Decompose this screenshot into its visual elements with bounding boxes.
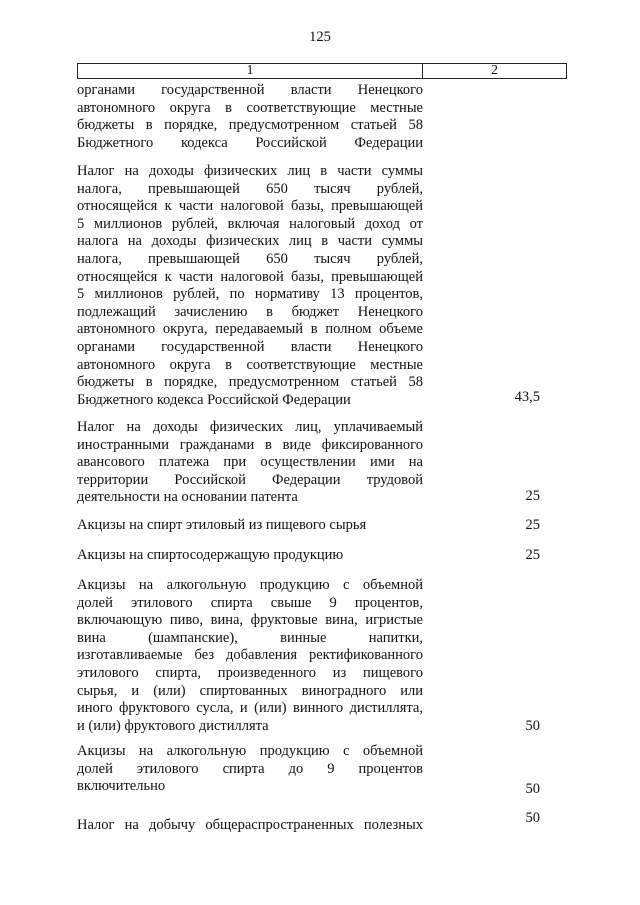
text-line: иного фруктового сусла, и (или) винного дистиллята,: [77, 700, 423, 717]
table-row-description: [77, 419, 423, 507]
text-line: автономного округа в соответствующие местные: [77, 356, 423, 373]
text-line: органами государственной власти Ненецкого: [77, 82, 423, 98]
table-header: [77, 63, 567, 79]
text-line: относящейся к части налоговой базы, превышающей: [77, 198, 423, 215]
text-line: налога, превышающей 650 тысяч рублей,: [77, 180, 423, 197]
table-header-col1: 1: [78, 64, 423, 78]
text-line: Акцизы на спирт этиловый из пищевого сырья: [77, 517, 367, 533]
text-line: и (или) фруктового дистиллята: [77, 717, 269, 734]
table-row-description: [77, 163, 423, 409]
text-line: авансового платежа при осуществлении ими на: [77, 454, 423, 471]
text-line: территории Российской Федерации трудовой: [77, 471, 423, 488]
table-row-value: 25: [525, 547, 540, 563]
text-line: Акцизы на алкогольную продукцию с объемной: [77, 577, 423, 593]
text-line: сырья, и (или) спиртованных виноградного или: [77, 682, 423, 699]
table-row-description: [77, 547, 423, 565]
text-line: Акцизы на алкогольную продукцию с объемной: [77, 743, 423, 759]
text-line: Бюджетного кодекса Российской Федерации: [77, 391, 351, 408]
text-line: Акцизы на спиртосодержащую продукцию: [77, 547, 344, 563]
table-row-description: [77, 817, 423, 835]
table-row-value: 25: [525, 488, 540, 504]
table-row-value: 50: [525, 718, 540, 734]
text-line: вина (шампанские), винные напитки,: [77, 629, 423, 646]
text-line: подлежащий зачислению в бюджет Ненецкого: [77, 303, 423, 320]
text-line: этилового спирта, произведенного из пищевого: [77, 664, 423, 681]
table-row-description: [77, 82, 423, 152]
text-line: деятельности на основании патента: [77, 489, 298, 506]
text-line: долей этилового спирта свыше 9 процентов,: [77, 594, 423, 611]
text-line: 5 миллионов рублей, по нормативу 13 процентов,: [77, 286, 423, 303]
text-line: Налог на добычу общераспространенных полезных: [77, 817, 423, 833]
text-line: налога на доходы физических лиц в части суммы: [77, 233, 423, 250]
table-row-value: 50: [525, 810, 540, 826]
table-row-value: 43,5: [514, 389, 540, 405]
text-line: Бюджетного кодекса Российской Федерации: [77, 134, 423, 151]
text-line: бюджеты в порядке, предусмотренном статьей 58: [77, 374, 423, 391]
text-line: Налог на доходы физических лиц, уплачиваемый: [77, 419, 423, 435]
table-row-description: [77, 577, 423, 735]
text-line: автономного округа в соответствующие местные: [77, 99, 423, 116]
table-row-value: 50: [525, 781, 540, 797]
page-number: 125: [309, 29, 331, 45]
table-row-description: [77, 517, 423, 535]
text-line: включающую пиво, вина, фруктовые вина, игристые: [77, 612, 423, 629]
text-line: налога, превышающей 650 тысяч рублей,: [77, 250, 423, 267]
table-header-col2: 2: [491, 63, 498, 78]
text-line: бюджеты в порядке, предусмотренном статьей 58: [77, 117, 423, 134]
text-line: Налог на доходы физических лиц в части суммы: [77, 163, 423, 179]
text-line: органами государственной власти Ненецкого: [77, 338, 423, 355]
text-line: изготавливаемые без добавления ректификованного: [77, 647, 423, 664]
text-line: включительно: [77, 778, 166, 795]
text-line: 5 миллионов рублей, включая налоговый доход от: [77, 215, 423, 232]
text-line: иностранными гражданами в виде фиксированного: [77, 436, 423, 453]
table-row-value: 25: [525, 517, 540, 533]
text-line: долей этилового спирта до 9 процентов: [77, 760, 423, 777]
text-line: относящейся к части налоговой базы, превышающей: [77, 268, 423, 285]
text-line: автономного округа, передаваемый в полном объеме: [77, 321, 423, 338]
table-row-description: [77, 743, 423, 796]
